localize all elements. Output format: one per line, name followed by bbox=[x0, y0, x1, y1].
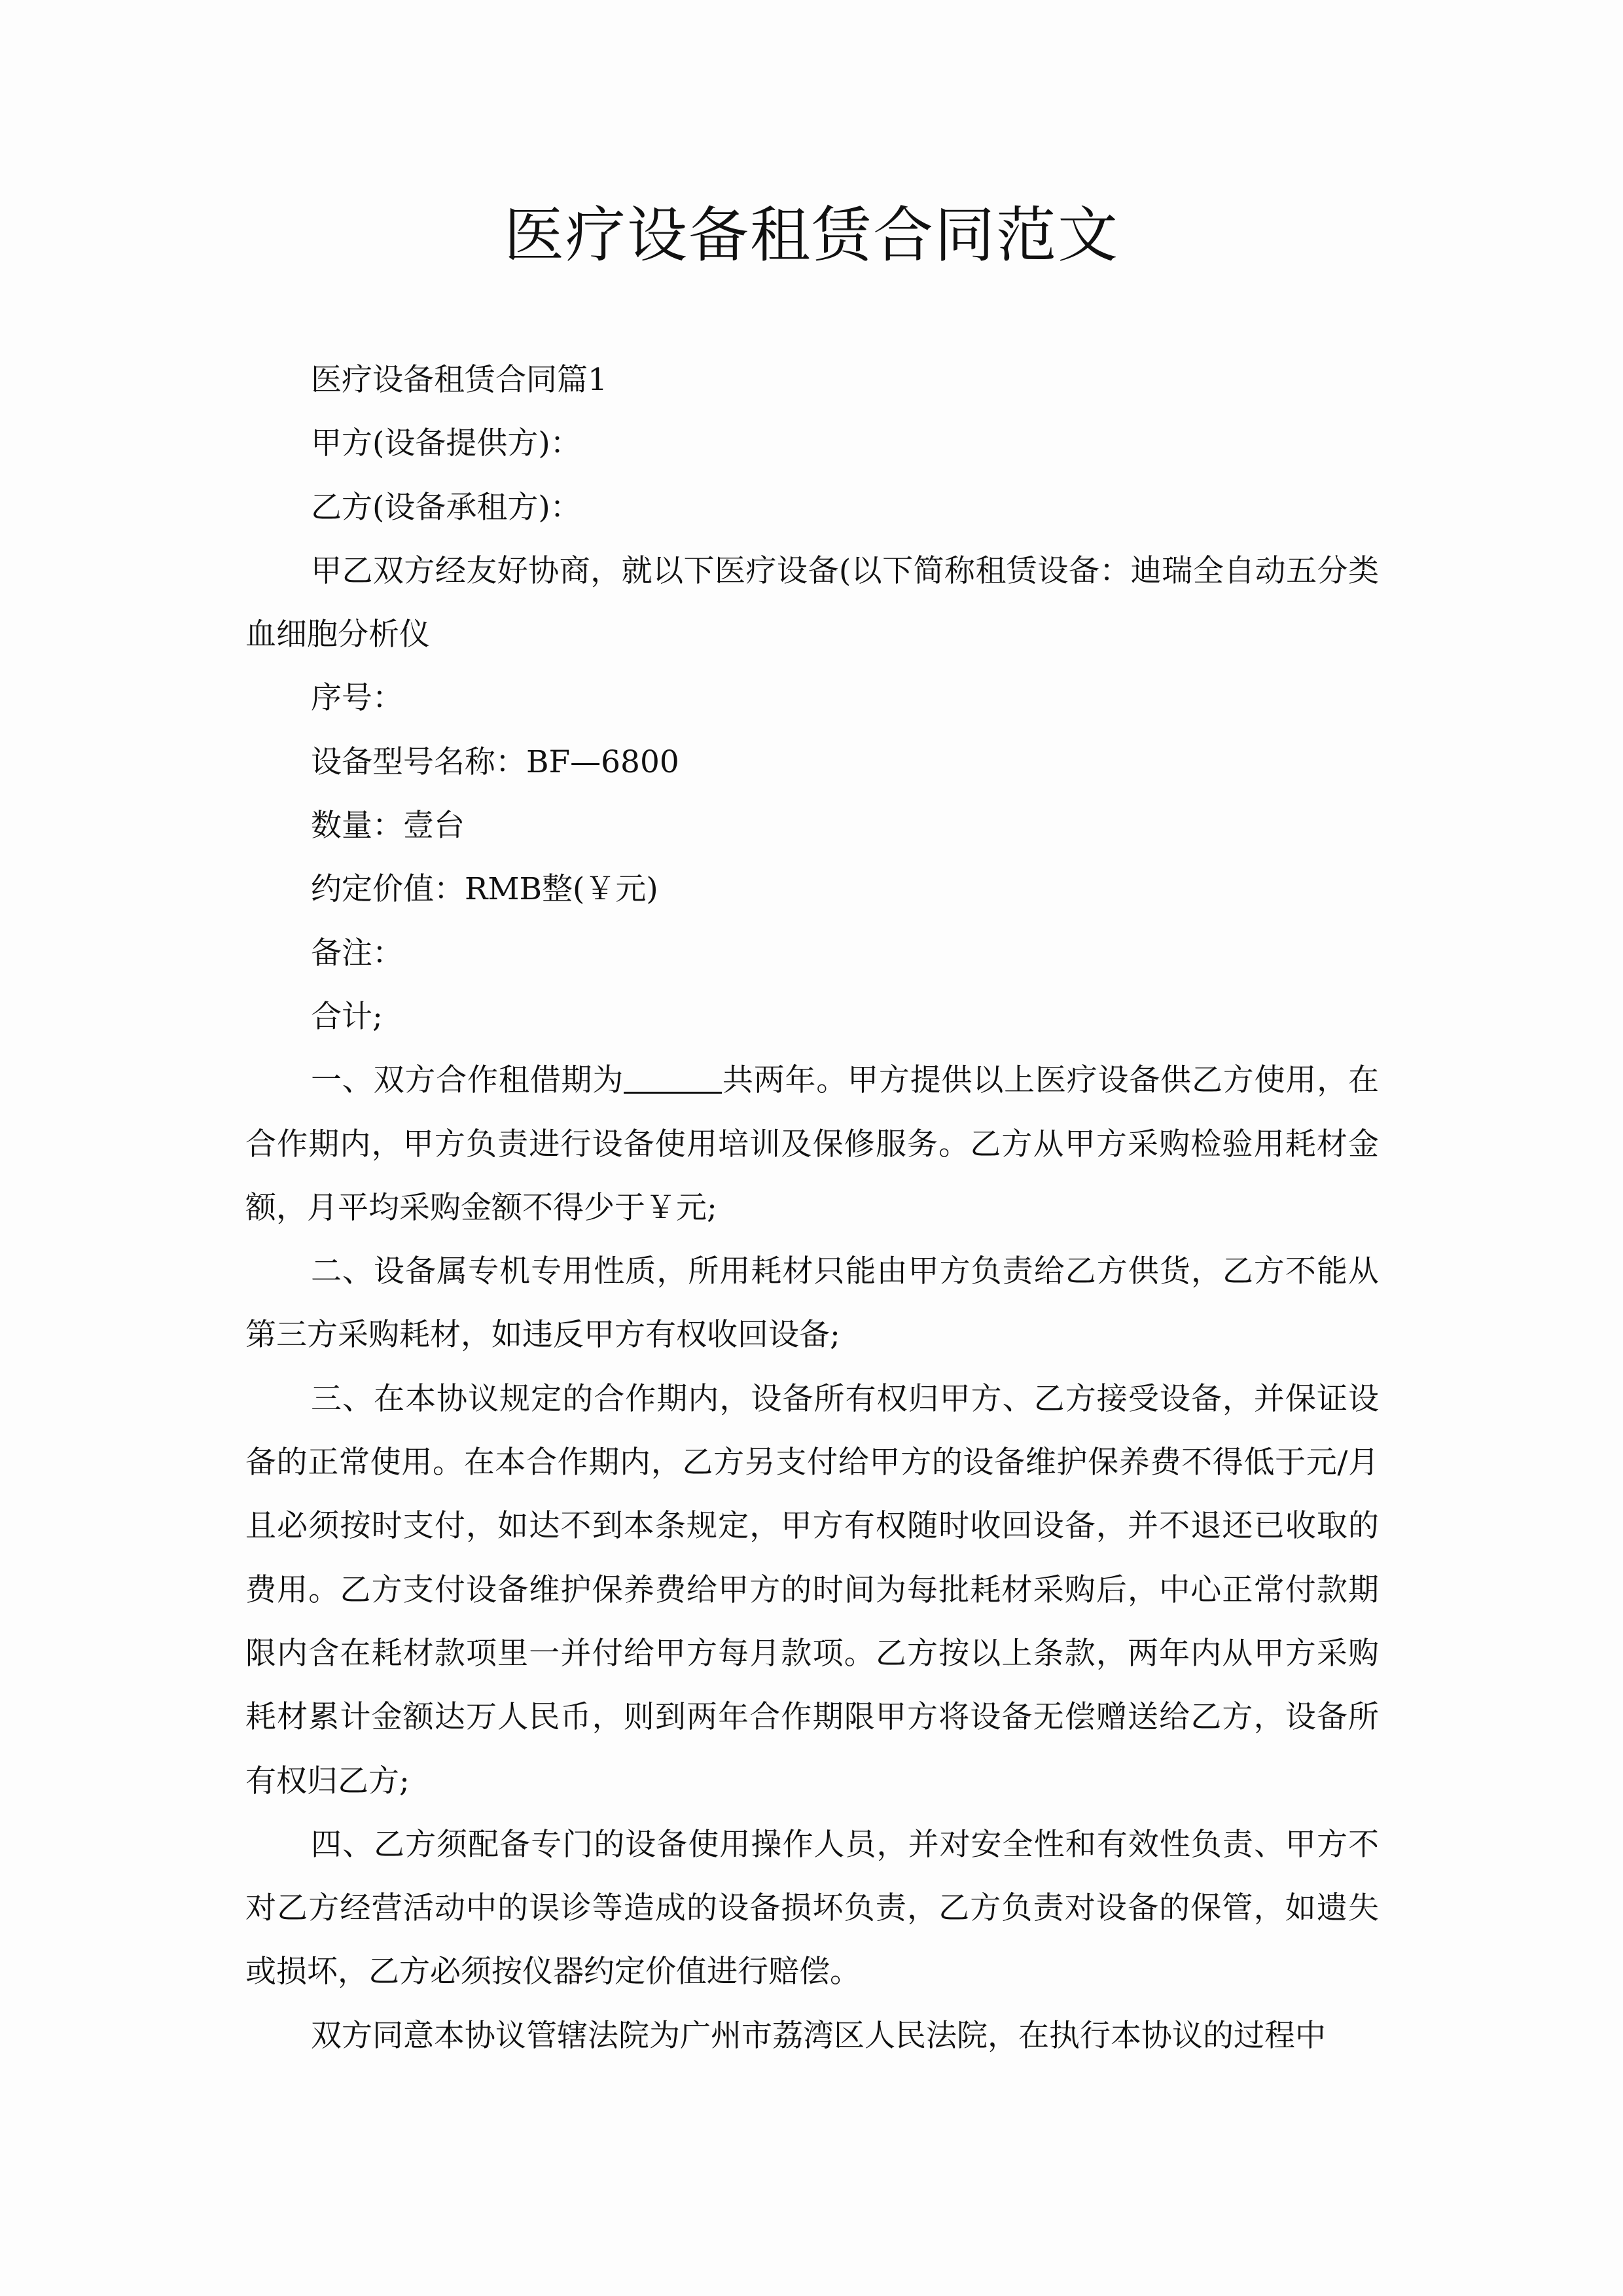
clause-2: 二、设备属专机专用性质，所用耗材只能由甲方负责给乙方供货，乙方不能从第三方采购耗材，如违反甲方有权收回设备; bbox=[245, 1253, 1379, 1354]
document-body bbox=[245, 348, 1379, 2068]
quantity-field: 数量：壹台 bbox=[311, 808, 465, 844]
clause-1-rest: 共两年。甲方提供以上医疗设备供乙方使用，在合作期内，甲方负责进行设备使用培训及保修服务。乙方从甲方采购检验用耗材金额，月平均采购金额不得少于￥元; bbox=[245, 1062, 1380, 1226]
clause-3: 三、在本协议规定的合作期内，设备所有权归甲方、乙方接受设备，并保证设备的正常使用。在本合作期内，乙方另支付给甲方的设备维护保养费不得低于元/月且必须按时支付，如达不到本条规定，甲方有权随时收回设备，并不退还已收取的费用。乙方支付设备维护保养费给甲方的时间为每批耗材采购后，中心正常付款期限内含在耗材款项里一并付给甲方每月款项。乙方按以上条款，两年内从甲方采购耗材累计金额达万人民币，则到两年合作期限甲方将设备无偿赠送给乙方，设备所有权归乙方; bbox=[245, 1380, 1379, 1799]
clause-4: 四、乙方须配备专门的设备使用操作人员，并对安全性和有效性负责、甲方不对乙方经营活动中的误诊等造成的设备损坏负责，乙方负责对设备的保管，如遗失或损坏，乙方必须按仪器约定价值进行赔偿。 bbox=[245, 1826, 1379, 1990]
party-b-line: 乙方(设备承租方)： bbox=[311, 489, 581, 526]
intro-paragraph: 甲乙双方经友好协商，就以下医疗设备(以下简称租赁设备：迪瑞全自动五分类血细胞分析仪 bbox=[245, 552, 1379, 653]
lease-period-blank bbox=[624, 1061, 722, 1094]
remarks-field: 备注： bbox=[311, 935, 403, 971]
section-heading: 医疗设备租赁合同篇1 bbox=[311, 362, 607, 398]
jurisdiction-paragraph: 双方同意本协议管辖法院为广州市荔湾区人民法院，在执行本协议的过程中 bbox=[311, 2017, 1326, 2054]
total-field: 合计; bbox=[311, 998, 383, 1035]
serial-number-field: 序号： bbox=[311, 680, 403, 717]
document-title: 医疗设备租赁合同范文 bbox=[503, 200, 1119, 270]
agreed-value-field: 约定价值：RMB整(￥元) bbox=[311, 871, 658, 908]
party-a-line: 甲方(设备提供方)： bbox=[311, 425, 581, 462]
model-name-field: 设备型号名称：BF—6800 bbox=[311, 744, 679, 780]
clause-1 bbox=[245, 1049, 1379, 1240]
clause-1-lead: 一、双方合作租借期为 bbox=[311, 1062, 624, 1099]
